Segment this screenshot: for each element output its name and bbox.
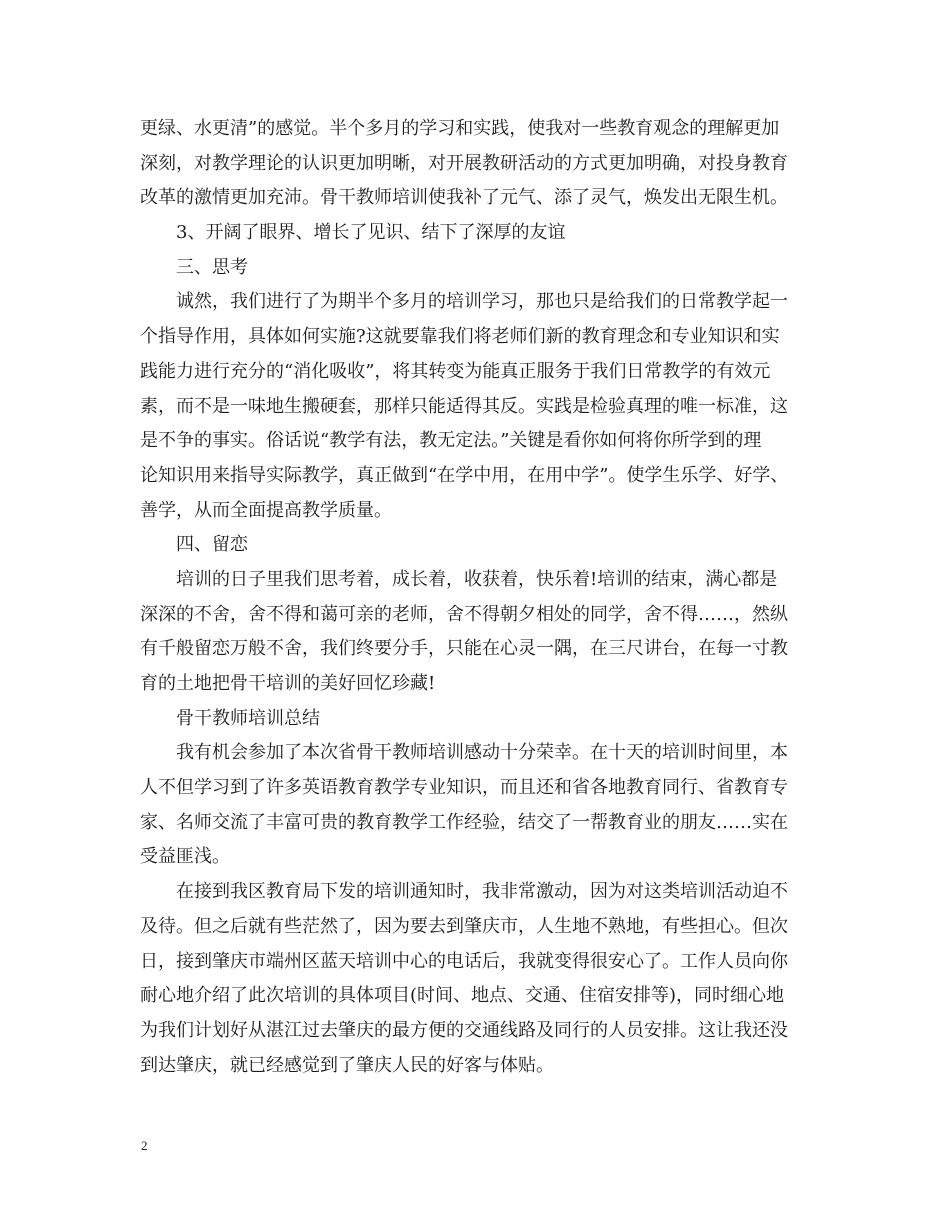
text-line: 诚然，我们进行了为期半个多月的培训学习，那也只是给我们的日常教学起一 bbox=[176, 291, 788, 313]
text-line: 日，接到肇庆市端州区蓝天培训中心的电话后，我就变得很安心了。工作人员向你 bbox=[140, 950, 788, 972]
text-line: 善学，从而全面提高教学质量。 bbox=[140, 499, 392, 521]
text-line: 深刻，对教学理论的认识更加明晰，对开展教研活动的方式更加明确，对投身教育 bbox=[140, 152, 788, 174]
text-line: 深深的不舍，舍不得和蔼可亲的老师，舍不得朝夕相处的同学，舍不得……，然纵 bbox=[140, 603, 788, 625]
text-line: 践能力进行充分的“消化吸收”，将其转变为能真正服务于我们日常教学的有效元 bbox=[140, 360, 771, 382]
text-line: 受益匪浅。 bbox=[140, 846, 230, 868]
text-line: 四、留恋 bbox=[176, 534, 248, 556]
text-line: 论知识用来指导实际教学，真正做到“在学中用，在用中学”。使学生乐学、好学、 bbox=[140, 464, 789, 486]
text-line: 素，而不是一味地生搬硬套，那样只能适得其反。实践是检验真理的唯一标准，这 bbox=[140, 395, 788, 417]
text-line: 到达肇庆，就已经感觉到了肇庆人民的好客与体贴。 bbox=[140, 1054, 554, 1076]
text-line: 耐心地介绍了此次培训的具体项目(时间、地点、交通、住宿安排等)，同时细心地 bbox=[140, 985, 785, 1007]
text-line: 骨干教师培训总结 bbox=[176, 707, 320, 729]
text-line: 人不但学习到了许多英语教育教学专业知识，而且还和省各地教育同行、省教育专 bbox=[140, 777, 788, 799]
text-line: 是不争的事实。俗话说“教学有法，教无定法。”关键是看你如何将你所学到的理 bbox=[140, 430, 762, 452]
text-line: 为我们计划好从湛江过去肇庆的最方便的交通线路及同行的人员安排。这让我还没 bbox=[140, 1019, 788, 1041]
text-line: 3、开阔了眼界、增长了见识、结下了深厚的友谊 bbox=[176, 222, 566, 244]
text-line: 在接到我区教育局下发的培训通知时，我非常激动，因为对这类培训活动迫不 bbox=[176, 881, 788, 903]
text-line: 三、思考 bbox=[176, 256, 248, 278]
text-line: 改革的激情更加充沛。骨干教师培训使我补了元气、添了灵气，焕发出无限生机。 bbox=[140, 187, 788, 209]
text-line: 家、名师交流了丰富可贵的教育教学工作经验，结交了一帮教育业的朋友……实在 bbox=[140, 811, 788, 833]
text-line: 更绿、水更清”的感觉。半个多月的学习和实践，使我对一些教育观念的理解更加 bbox=[140, 118, 780, 139]
text-line: 及待。但之后就有些茫然了，因为要去到肇庆市，人生地不熟地，有些担心。但次 bbox=[140, 915, 788, 937]
text-line: 培训的日子里我们思考着，成长着，收获着，快乐着!培训的结束，满心都是 bbox=[176, 568, 778, 590]
text-line: 个指导作用，具体如何实施?这就要靠我们将老师们新的教育理念和专业知识和实 bbox=[140, 326, 780, 348]
text-line: 我有机会参加了本次省骨干教师培训感动十分荣幸。在十天的培训时间里，本 bbox=[176, 742, 788, 764]
text-line: 有千般留恋万般不舍，我们终要分手，只能在心灵一隅，在三尺讲台，在每一寸教 bbox=[140, 638, 788, 660]
page-number: 2 bbox=[141, 1138, 148, 1153]
document-body bbox=[140, 112, 830, 1083]
text-line: 育的土地把骨干培训的美好回忆珍藏! bbox=[140, 673, 436, 694]
